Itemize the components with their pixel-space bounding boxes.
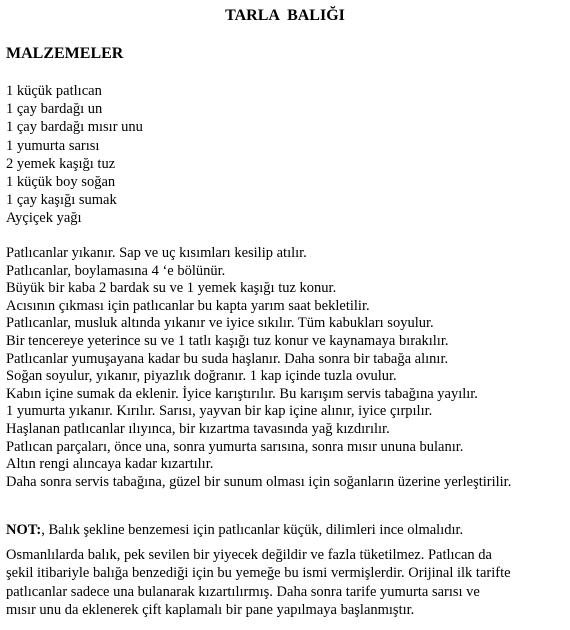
instruction-line: Büyük bir kaba 2 bardak su ve 1 yemek kaşığı tuz konur. <box>6 280 337 297</box>
note <box>6 521 463 539</box>
instruction-line: 1 yumurta yıkanır. Kırılır. Sarısı, yayvan bir kap içine alınır, iyice çırpılır. <box>6 403 433 420</box>
instruction-line: Daha sonra servis tabağına, güzel bir sunum olması için soğanların üzerine yerleştirilir. <box>6 473 512 490</box>
instruction-line: Kabın içine sumak da eklenir. İyice karıştırılır. Bu karışım servis tabağına yayılır. <box>6 385 478 402</box>
instruction-line: Acısının çıkması için patlıcanlar bu kapta yarım saat bekletilir. <box>6 297 370 314</box>
ingredient-item: 1 çay bardağı un <box>6 101 103 118</box>
ingredients-list <box>6 82 143 228</box>
instruction-line: Patlıcanlar yıkanır. Sap ve uç kısımları kesilip atılır. <box>6 245 307 261</box>
ingredients-heading: MALZEMELER <box>6 45 124 62</box>
note-text: , Balık şekline benzemesi için patlıcanlar küçük, dilimleri ince olmalıdır. <box>41 522 464 538</box>
ingredient-item: 1 küçük patlıcan <box>6 83 102 99</box>
ingredient-item: Ayçiçek yağı <box>6 210 82 227</box>
instruction-line: Altın rengi alıncaya kadar kızartılır. <box>6 456 214 473</box>
instruction-line: Patlıcanlar, musluk altında yıkanır ve iyice sıkılır. Tüm kabukları soyulur. <box>6 315 434 332</box>
ingredient-item: 1 çay kaşığı sumak <box>6 192 117 209</box>
instruction-line: Patlıcanlar, boylamasına 4 ‘e bölünür. <box>6 262 226 279</box>
ingredient-item: 1 küçük boy soğan <box>6 174 116 191</box>
instruction-line: Patlıcan parçaları, önce una, sonra yumurta sarısına, sonra mısır ununa bulanır. <box>6 438 464 455</box>
paragraph-line: patlıcanlar sadece una bulanarak kızartılırmış. Daha sonra tarife yumurta sarısı ve <box>6 583 480 600</box>
note-label: NOT: <box>6 522 42 538</box>
paragraph-line: şekil itibariyle balığa benzediği için bu yemeğe bu ismi vermişlerdir. Orijinal ilk tarifte <box>6 565 511 582</box>
paragraph-line: mısır unu da eklenerek çift kaplamalı bir pane yapılmaya başlanmıştır. <box>6 602 415 619</box>
instruction-line: Haşlanan patlıcanlar ılıyınca, bir kızartma tavasında yağ kızdırılır. <box>6 420 390 437</box>
instruction-line: Bir tencereye yeterince su ve 1 tatlı kaşığı tuz konur ve kaynamaya bırakılır. <box>6 332 449 349</box>
ingredient-item: 2 yemek kaşığı tuz <box>6 155 116 172</box>
paragraph-line: Osmanlılarda balık, pek sevilen bir yiyecek değildir ve fazla tüketilmez. Patlıcan da <box>6 547 492 563</box>
ingredient-item: 1 yumurta sarısı <box>6 137 100 154</box>
instruction-line: Soğan soyulur, yıkanır, piyazlık doğranır. 1 kap içinde tuzla ovulur. <box>6 368 397 385</box>
history-paragraph <box>6 546 511 620</box>
instruction-line: Patlıcanlar yumuşayana kadar bu suda haşlanır. Daha sonra bir tabağa alınır. <box>6 350 449 367</box>
page-title: TARLA BALIĞI <box>225 7 345 24</box>
instructions-list <box>6 245 511 491</box>
ingredient-item: 1 çay bardağı mısır unu <box>6 119 143 136</box>
